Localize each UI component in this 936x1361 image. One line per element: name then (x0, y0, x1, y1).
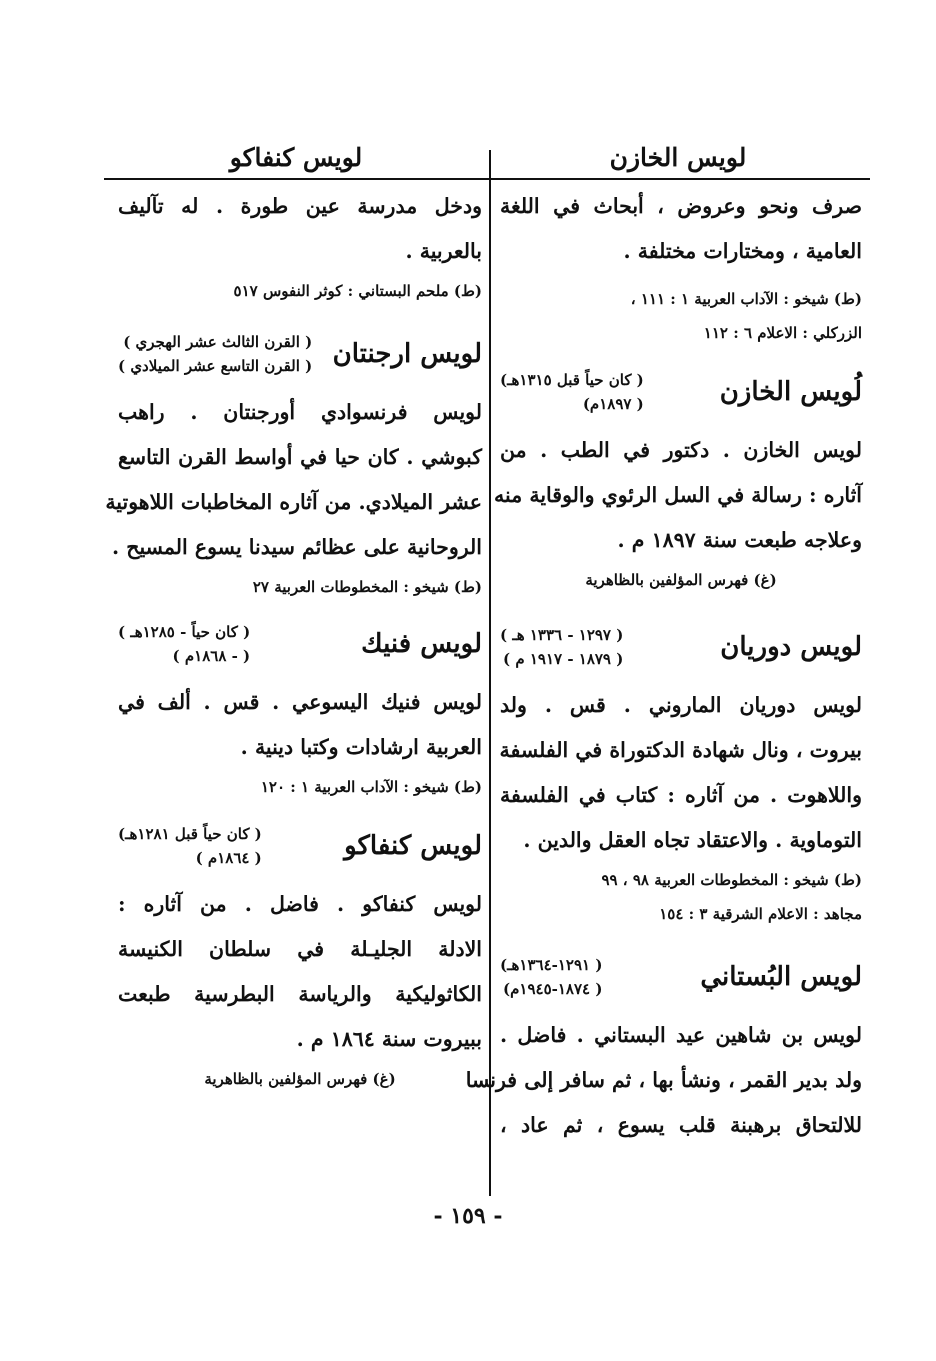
column-divider (489, 150, 491, 1196)
text-line: ودخل مدرسة عين طورة . له تآليف (118, 194, 482, 218)
entry-name: لويس كنفاكو (344, 831, 482, 861)
date-hijri: ( ١٢٩١-١٣٦٤هـ) (500, 956, 603, 974)
text-line: التوماوية . والاعتقاد تجاه العقل والدين . (523, 828, 862, 852)
text-line: آثاره : رسالة في السل الرئوي والوقاية منه (494, 483, 862, 507)
entry-name: لويس البُستاني (700, 962, 862, 992)
entry-louis-khazen (494, 368, 862, 597)
text-line: وعلاجه طبعت سنة ١٨٩٧ م . (617, 528, 862, 552)
text-line: لويس دوريان الماروني . قس . ولد (500, 693, 862, 717)
entry-dates (500, 368, 644, 416)
reference: (ط) شيخو : الآداب العربية ١ : ١١١ ، (630, 290, 862, 308)
reference: (غ) فهرس المؤلفين بالظاهرية (204, 1070, 396, 1088)
reference: (ط) شيخو : المخطوطات العربية ٩٨ ، ٩٩ (601, 871, 862, 889)
reference: (ط) ملحم البستاني : كوثر النفوس ٥١٧ (233, 282, 482, 300)
date-gregorian: ( القرن التاسع عشر الميلادي ) (118, 357, 313, 375)
entry-name: لويس ارجنتان (332, 339, 482, 369)
reference: (ط) شيخو : الآداب العربية ١ : ١٢٠ (260, 778, 482, 796)
text-line: ولد بدير القمر ، ونشأ بها ، ثم سافر إلى فرنسا (465, 1068, 862, 1092)
left-continuation (118, 184, 482, 308)
left-column-header: لويس كنفاكو (104, 130, 488, 180)
text-line: لويس كنفاكو . فاضل . من آثاره : (118, 892, 482, 916)
entry-dates (118, 822, 262, 870)
text-line: العامية ، ومختارات مختلفة . (623, 239, 862, 263)
reference: الزركلي : الاعلام ٦ : ١١٢ (703, 324, 862, 342)
text-line: كبوشي . كان حيا في أواسط القرن التاسع (118, 445, 482, 469)
entry-dates (118, 620, 250, 668)
entry-dates (118, 330, 312, 378)
right-continuation (500, 184, 862, 350)
date-hijri: ( كان حياً - ١٢٨٥هـ ) (118, 623, 251, 641)
entry-name: لُويس الخازن (719, 377, 862, 407)
date-gregorian: ( ١٨٩٧م) (582, 395, 644, 413)
text-line: الكاثوليكية والرياسة البطرسية طبعت (118, 982, 482, 1006)
text-line: بالعربية . (405, 239, 482, 263)
page-number: - ١٥٩ - (433, 1203, 503, 1229)
entry-louis-fenik (118, 620, 482, 804)
text-line: للالتحاق برهبنة قلب يسوع ، ثم عاد ، (500, 1113, 862, 1137)
text-line: لويس بن شاهين عيد البستاني . فاضل . (500, 1023, 862, 1047)
right-column (465, 130, 862, 1148)
text-line: عشر الميلادي. من آثاره المخاطبات اللاهوتية (105, 490, 482, 514)
text-line: واللاهوت . من آثاره : كتاب في الفلسفة (500, 783, 862, 807)
entry-dates (500, 623, 623, 671)
entry-louis-argentan (105, 330, 482, 604)
date-gregorian: ( ١٨٧٩ - ١٩١٧ م ) (503, 650, 624, 668)
reference: (ط) شيخو : المخطوطات العربية ٢٧ (252, 578, 482, 596)
reference: (غ) فهرس المؤلفين بالظاهرية (585, 571, 777, 589)
entry-louis-dorian (500, 623, 862, 931)
entry-dates (500, 953, 602, 1001)
date-hijri: ( كان حياً قبل ١٢٨١هـ) (118, 825, 262, 843)
left-column (105, 130, 482, 1096)
text-line: ببيروت سنة ١٨٦٤ م . (296, 1027, 482, 1051)
date-hijri: ( كان حياً قبل ١٣١٥هـ) (500, 371, 644, 389)
text-line: لويس فنيك اليسوعي . قس . ألف في (118, 690, 482, 714)
date-gregorian: ( - ١٨٦٨م ) (172, 647, 251, 665)
right-column-header: لويس الخازن (486, 130, 870, 180)
date-gregorian: ( ١٨٦٤م ) (195, 849, 262, 867)
text-line: صرف ونحو وعروض ، أبحاث في اللغة (500, 194, 862, 218)
date-hijri: ( القرن الثالث عشر الهجري ) (123, 333, 313, 351)
text-line: الروحانية على عظائم سيدنا يسوع المسيح . (111, 535, 482, 559)
reference: مجاهد : الاعلام الشرقية ٣ : ١٥٤ (659, 905, 862, 923)
entry-name: لويس دوريان (720, 632, 862, 662)
entry-name: لويس فنيك (361, 629, 482, 659)
entry-louis-kanfako (118, 822, 482, 1096)
entry-louis-bustani (465, 953, 862, 1148)
text-line: بيروت ، ونال شهادة الدكتوراة في الفلسفة (499, 738, 862, 762)
text-line: لويس الخازن . دكتور في الطب . من (500, 438, 862, 462)
text-line: العربية ارشادات وكتبا دينية . (240, 735, 482, 759)
date-hijri: ( ١٢٩٧ - ١٣٣٦ هـ ) (500, 626, 624, 644)
text-line: لويس فرنسوادي أورجنتان . راهب (118, 400, 482, 424)
date-gregorian: ( ١٨٧٤-١٩٤٥م) (503, 980, 603, 998)
text-line: الادلة الجليـلة في سلطان الكنيسة (118, 937, 482, 961)
